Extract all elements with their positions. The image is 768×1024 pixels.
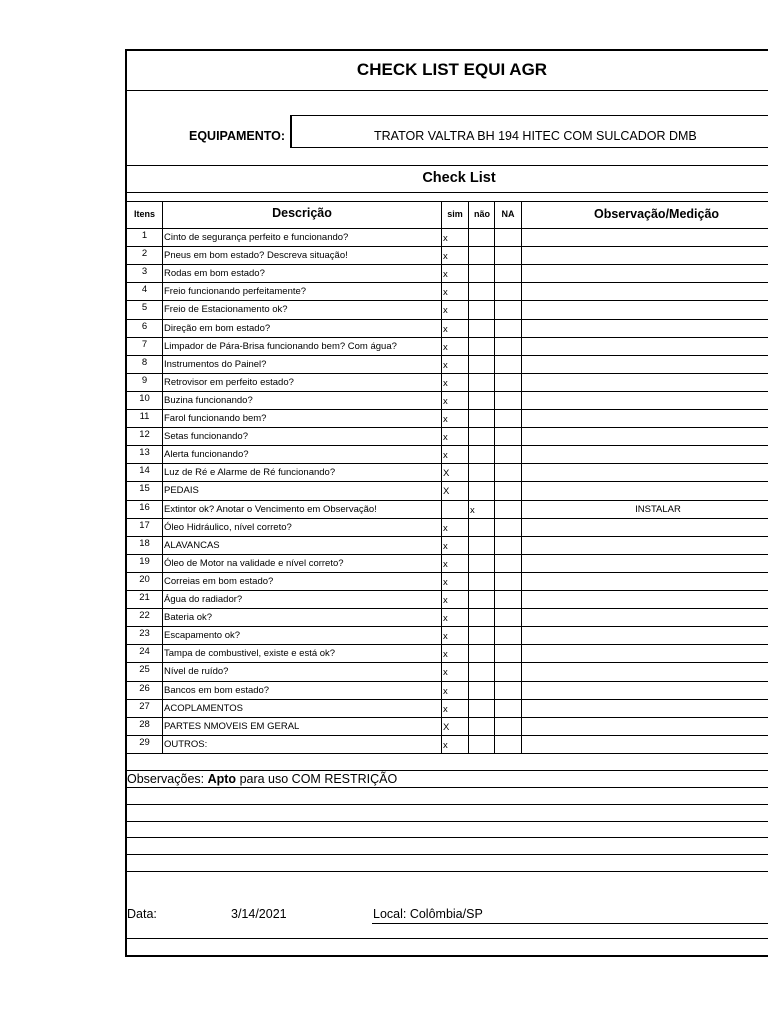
item-sim-mark: x — [443, 522, 448, 534]
item-number: 2 — [141, 248, 148, 260]
item-description: Instrumentos do Painel? — [164, 358, 267, 370]
item-nao-mark — [470, 518, 494, 536]
item-sim-mark: X — [443, 721, 450, 733]
item-sim-mark: X — [443, 468, 450, 480]
header-observacao: Observação/Medição — [594, 207, 720, 221]
item-description: Luz de Ré e Alarme de Ré funcionando? — [164, 467, 336, 479]
item-description: Buzina funcionando? — [164, 394, 253, 406]
item-sim-mark: x — [443, 667, 448, 679]
item-description: Tampa de combustivel, existe e está ok? — [164, 648, 336, 660]
item-number: 27 — [139, 700, 150, 712]
item-number: 5 — [141, 302, 148, 314]
item-sim-mark: x — [443, 631, 448, 643]
item-nao-mark — [470, 608, 494, 626]
item-sim-mark — [443, 500, 467, 518]
item-nao-mark — [470, 717, 494, 735]
item-description: Escapamento ok? — [164, 630, 241, 642]
item-number: 28 — [139, 718, 150, 730]
obs-line-3 — [125, 821, 768, 822]
item-description: Extintor ok? Anotar o Vencimento em Observação! — [164, 503, 377, 515]
item-observacao — [522, 662, 768, 680]
item-number: 1 — [141, 230, 148, 241]
obs-line-2 — [125, 804, 768, 805]
frame-bottom — [125, 955, 768, 957]
local-underline — [372, 923, 768, 924]
item-description: Alerta funcionando? — [164, 449, 249, 461]
item-number: 14 — [139, 465, 150, 477]
item-sim-mark: x — [443, 613, 448, 625]
item-nao-mark — [470, 681, 494, 699]
item-description: PEDAIS — [164, 485, 199, 497]
item-description: Farol funcionando bem? — [164, 413, 267, 424]
item-sim-mark: x — [443, 540, 448, 552]
footer-line — [125, 938, 768, 939]
item-nao-mark — [470, 319, 494, 337]
item-nao-mark — [470, 300, 494, 318]
observacoes-label: Observações: — [127, 772, 205, 786]
observacoes-apto: Apto — [207, 772, 237, 786]
item-sim-mark: x — [443, 395, 448, 407]
item-number: 13 — [139, 447, 150, 459]
item-number: 17 — [139, 519, 150, 531]
header-sim: sim — [447, 209, 463, 219]
item-observacao — [522, 735, 768, 753]
item-description: Correias em bom estado? — [164, 575, 274, 587]
item-number: 22 — [139, 610, 150, 622]
item-observacao — [522, 409, 768, 427]
item-nao-mark — [470, 427, 494, 445]
col-desc-divider — [441, 201, 442, 753]
item-sim-mark: x — [443, 576, 448, 588]
item-observacao — [522, 228, 768, 246]
item-description: Retrovisor em perfeito estado? — [164, 376, 294, 388]
header-itens: Itens — [133, 209, 155, 219]
item-number: 18 — [139, 537, 150, 549]
item-observacao — [522, 681, 768, 699]
local-value: Local: Colômbia/SP — [373, 907, 483, 921]
item-observacao — [522, 427, 768, 445]
item-description: Cinto de segurança perfeito e funcionando? — [164, 232, 349, 243]
item-sim-mark: x — [443, 269, 448, 281]
item-nao-mark — [470, 445, 494, 463]
item-nao-mark — [470, 554, 494, 572]
item-nao-mark — [470, 409, 494, 427]
item-number: 4 — [141, 284, 148, 296]
title-divider — [125, 90, 768, 91]
col-itens-divider — [162, 201, 163, 753]
observacoes-text: para uso COM RESTRIÇÃO — [239, 772, 398, 786]
item-observacao — [522, 246, 768, 264]
item-sim-mark: x — [443, 341, 448, 353]
equipment-label: EQUIPAMENTO: — [189, 129, 286, 143]
item-nao-mark — [470, 699, 494, 717]
row-divider — [125, 753, 768, 754]
item-observacao — [522, 319, 768, 337]
item-nao-mark — [470, 572, 494, 590]
item-observacao — [522, 463, 768, 481]
item-number: 23 — [139, 628, 150, 640]
item-observacao — [522, 391, 768, 409]
equipment-divider — [125, 165, 768, 166]
observacoes-line — [127, 772, 397, 786]
item-number: 21 — [139, 592, 150, 603]
item-description: Pneus em bom estado? Descreva situação! — [164, 250, 348, 262]
item-nao-mark — [470, 337, 494, 355]
item-number: 9 — [141, 374, 148, 386]
item-sim-mark: x — [443, 287, 448, 299]
item-description: ALAVANCAS — [164, 539, 220, 551]
header-nao: não — [473, 209, 490, 219]
item-observacao — [522, 608, 768, 626]
item-number: 10 — [139, 392, 150, 404]
item-sim-mark: x — [443, 685, 448, 697]
item-number: 26 — [139, 682, 150, 694]
item-observacao — [522, 590, 768, 608]
item-nao-mark — [470, 391, 494, 409]
item-nao-mark — [470, 228, 494, 246]
item-nao-mark — [470, 644, 494, 662]
item-observacao — [522, 717, 768, 735]
obs-line-1 — [125, 787, 768, 788]
item-nao-mark — [470, 246, 494, 264]
item-sim-mark: x — [443, 323, 448, 335]
item-description: Óleo de Motor na validade e nível correto? — [164, 557, 344, 569]
obs-line-6 — [125, 871, 768, 872]
item-description: Nível de ruído? — [164, 666, 229, 678]
item-number: 3 — [141, 266, 148, 278]
item-number: 25 — [139, 664, 150, 676]
item-number: 11 — [139, 411, 150, 422]
item-sim-mark: x — [443, 414, 448, 425]
item-nao-mark — [470, 463, 494, 481]
item-number: 19 — [139, 555, 150, 567]
item-observacao — [522, 481, 768, 499]
item-observacao: INSTALAR — [635, 503, 681, 515]
item-description: Água do radiador? — [164, 594, 243, 605]
item-sim-mark: x — [443, 703, 448, 715]
item-observacao — [522, 626, 768, 644]
item-sim-mark: x — [443, 233, 448, 244]
item-sim-mark: x — [443, 595, 448, 606]
item-observacao — [522, 282, 768, 300]
item-observacao — [522, 445, 768, 463]
item-number: 15 — [139, 483, 150, 495]
item-observacao — [522, 264, 768, 282]
item-description: Setas funcionando? — [164, 431, 248, 443]
item-observacao — [522, 644, 768, 662]
col-nao-divider — [494, 201, 495, 753]
item-observacao — [522, 355, 768, 373]
item-description: PARTES NMOVEIS EM GERAL — [164, 720, 300, 732]
subtitle-divider — [125, 192, 768, 193]
item-number: 16 — [139, 501, 150, 513]
item-sim-mark: x — [443, 432, 448, 444]
obs-top-line — [125, 770, 768, 771]
item-nao-mark — [470, 481, 494, 499]
item-nao-mark — [470, 536, 494, 554]
equipment-value: TRATOR VALTRA BH 194 HITEC COM SULCADOR DMB — [374, 129, 697, 143]
obs-line-5 — [125, 854, 768, 855]
item-nao-mark — [470, 626, 494, 644]
item-description: Bancos em bom estado? — [164, 684, 270, 696]
item-observacao — [522, 572, 768, 590]
item-nao-mark — [470, 662, 494, 680]
item-sim-mark: x — [443, 649, 448, 661]
item-description: ACOPLAMENTOS — [164, 702, 244, 714]
item-observacao — [522, 337, 768, 355]
table-top-line — [125, 201, 768, 202]
item-sim-mark: x — [443, 450, 448, 462]
item-observacao — [522, 699, 768, 717]
item-sim-mark: x — [443, 558, 448, 570]
item-sim-mark: x — [443, 739, 448, 751]
item-number: 12 — [139, 429, 150, 441]
item-nao-mark — [470, 355, 494, 373]
item-number: 7 — [141, 338, 148, 350]
item-description: Limpador de Pára-Brisa funcionando bem? Com água? — [164, 340, 397, 352]
equipment-field — [290, 115, 768, 148]
page-title: CHECK LIST EQUI AGR — [356, 60, 548, 79]
header-na: NA — [501, 209, 515, 219]
item-description: Direção em bom estado? — [164, 322, 271, 334]
obs-line-4 — [125, 837, 768, 838]
item-nao-mark — [470, 264, 494, 282]
item-number: 24 — [139, 646, 150, 658]
item-observacao — [522, 300, 768, 318]
item-nao-mark — [470, 590, 494, 608]
item-observacao — [522, 518, 768, 536]
item-nao-mark — [470, 282, 494, 300]
item-number: 8 — [141, 356, 148, 368]
item-description: Bateria ok? — [164, 612, 213, 624]
item-number: 6 — [141, 320, 148, 332]
item-sim-mark: x — [443, 377, 448, 389]
item-description: Óleo Hidráulico, nível correto? — [164, 521, 292, 533]
col-sim-divider — [468, 201, 469, 753]
item-nao-mark — [470, 735, 494, 753]
item-description: Freio de Estacionamento ok? — [164, 304, 288, 316]
item-sim-mark: x — [443, 305, 448, 317]
item-nao-mark: x — [470, 504, 475, 516]
data-value: 3/14/2021 — [231, 907, 287, 921]
frame-top — [125, 49, 768, 51]
item-number: 20 — [139, 573, 150, 585]
item-observacao — [522, 554, 768, 572]
data-label: Data: — [127, 907, 157, 921]
item-observacao — [522, 373, 768, 391]
item-description: Rodas em bom estado? — [164, 268, 265, 280]
item-description: Freio funcionando perfeitamente? — [164, 286, 307, 298]
item-nao-mark — [470, 373, 494, 391]
item-description: OUTROS: — [164, 738, 208, 750]
item-number: 29 — [139, 736, 150, 748]
item-sim-mark: x — [443, 359, 448, 371]
checklist-subtitle: Check List — [422, 170, 496, 186]
item-sim-mark: x — [443, 251, 448, 263]
item-sim-mark: X — [443, 486, 450, 498]
item-observacao — [522, 536, 768, 554]
header-descricao: Descrição — [272, 206, 332, 220]
